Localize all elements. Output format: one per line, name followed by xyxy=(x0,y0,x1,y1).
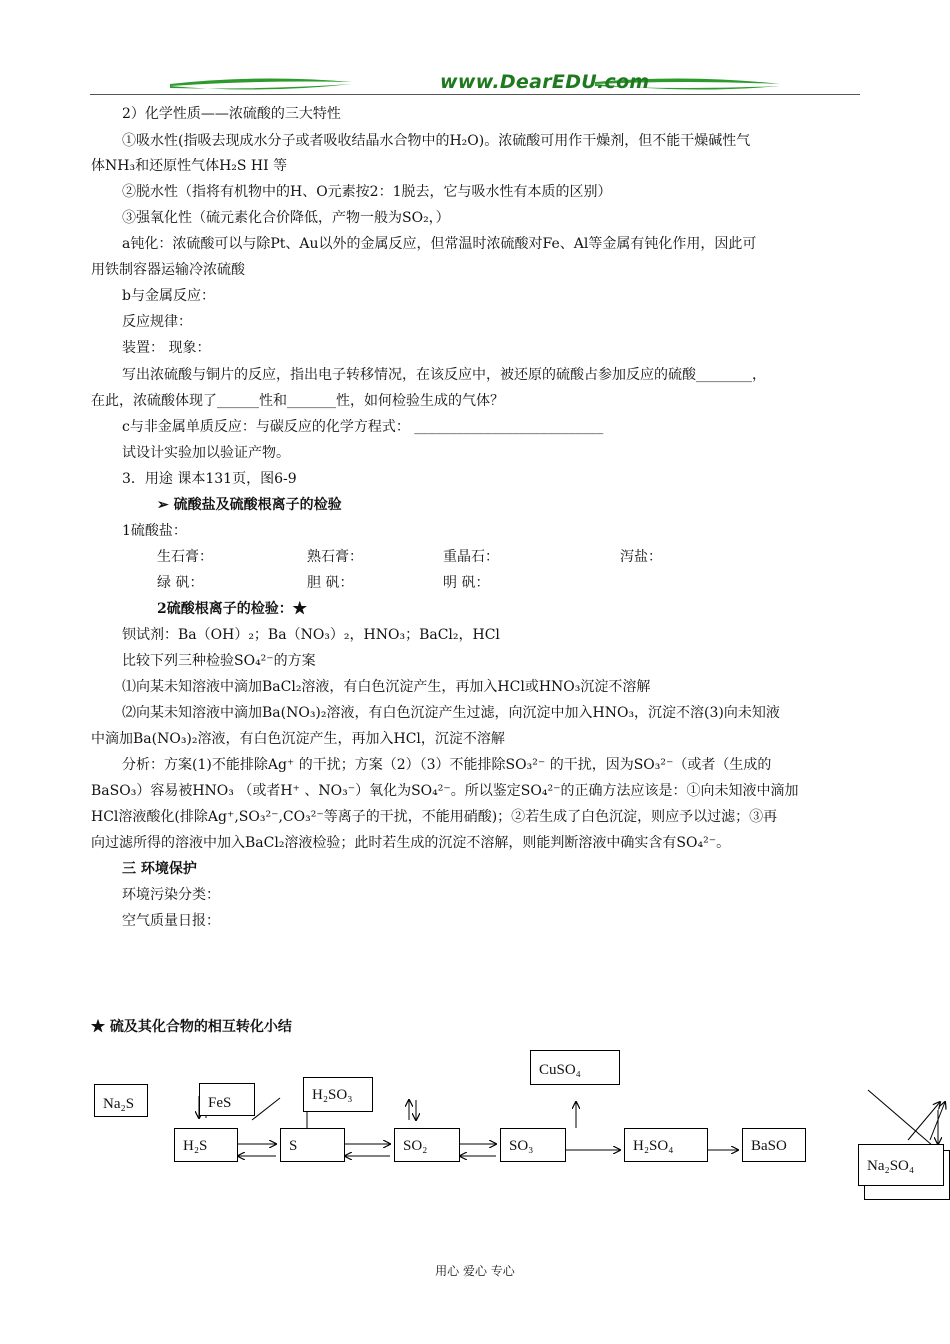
page-header xyxy=(90,70,860,100)
compound-h2so3: H₂SO₃ xyxy=(303,1077,373,1112)
compound-cuso4: CuSO₄ xyxy=(530,1050,620,1085)
text-line: 用铁制容器运输冷浓硫酸 xyxy=(91,262,245,278)
text-line: ②脱水性（指将有机物中的H、O元素按2：1脱去，它与吸水性有本质的区别） xyxy=(122,184,612,200)
text-line: 中滴加Ba(NO₃)₂溶液，有白色沉淀产生，再加入HCl，沉淀不溶解 xyxy=(91,731,505,747)
compound-so3: SO₃ xyxy=(500,1128,566,1162)
text-line: 装置： 现象： xyxy=(122,340,211,356)
section-heading: 2硫酸根离子的检验：★ xyxy=(157,601,307,617)
compound-na2s: Na₂S xyxy=(94,1084,148,1117)
header-rule xyxy=(90,94,860,95)
salt-label: 绿 矾： xyxy=(157,575,204,591)
diagram-title: ★ 硫及其化合物的相互转化小结 xyxy=(91,1019,292,1035)
arrow-diagonal xyxy=(908,1102,940,1140)
compound-na2so4: Na₂SO₄ xyxy=(858,1144,944,1186)
text-line: HCl溶液酸化(排除Ag⁺,SO₃²⁻,CO₃²⁻等离子的干扰，不能用硝酸)；②若生成了白色沉淀，则应予以过滤；③再 xyxy=(91,809,778,825)
salt-label: 熟石膏： xyxy=(307,549,363,565)
text-line: ⑴向某未知溶液中滴加BaCl₂溶液，有白色沉淀产生，再加入HCl或HNO₃沉淀不溶解 xyxy=(122,679,651,695)
text-line: 向过滤所得的溶液中加入BaCl₂溶液检验；此时若生成的沉淀不溶解，则能判断溶液中确实含有SO₄²⁻。 xyxy=(91,835,731,851)
text-line: 1硫酸盐： xyxy=(122,523,187,539)
text-line: 在此，浓硫酸体现了______性和_______性，如何检验生成的气体？ xyxy=(91,393,504,409)
arrow-diagonal xyxy=(868,1090,940,1152)
text-line: ③强氧化性（硫元素化合价降低，产物一般为SO₂，） xyxy=(122,210,450,226)
compound-fes: FeS xyxy=(199,1083,255,1116)
text-line: 写出浓硫酸与铜片的反应，指出电子转移情况，在该反应中，被还原的硫酸占参加反应的硫酸________， xyxy=(122,367,766,383)
text-line: ⑵向某未知溶液中滴加Ba(NO₃)₂溶液，有白色沉淀产生过滤，向沉淀中加入HNO₃，沉淀不溶(3)向未知液 xyxy=(122,705,780,721)
text-line: 空气质量日报： xyxy=(122,913,220,929)
text-line: 体NH₃和还原性气体H₂S HI 等 xyxy=(91,158,288,174)
compound-so2: SO₂ xyxy=(394,1128,460,1162)
compound-s: S xyxy=(280,1128,345,1162)
text-line: 反应规律： xyxy=(122,314,192,330)
text-line: 分析：方案(1)不能排除Ag⁺ 的干扰；方案（2）（3）不能排除SO₃²⁻ 的干扰，因为SO₃²⁻（或者（生成的 xyxy=(122,757,772,773)
salt-label: 泻盐： xyxy=(620,549,662,565)
salt-label: 重晶石： xyxy=(443,549,499,565)
text-line: c与非金属单质反应：与碳反应的化学方程式： ___________________________ xyxy=(122,419,604,435)
text-line: 2）化学性质——浓硫酸的三大特性 xyxy=(122,106,341,122)
text-line: ①吸水性(指吸去现成水分子或者吸收结晶水合物中的H₂O)。浓硫酸可用作干燥剂，但不能干燥碱性气 xyxy=(122,133,751,149)
text-line: a钝化：浓硫酸可以与除Pt、Au以外的金属反应，但常温时浓硫酸对Fe、Al等金属有钝化作用，因此可 xyxy=(122,236,757,252)
text-line: 比较下列三种检验SO₄²⁻的方案 xyxy=(122,653,316,669)
compound-h2s: H₂S xyxy=(174,1128,238,1162)
text-line: 试设计实验加以验证产物。 xyxy=(122,445,290,461)
text-line: BaSO₃）容易被HNO₃ （或者H⁺ 、NO₃⁻）氧化为SO₄²⁻。所以鉴定SO₄²⁻的正确方法应该是：①向未知液中滴加 xyxy=(91,783,799,799)
salt-label: 胆 矾： xyxy=(307,575,354,591)
section-heading: ➢ 硫酸盐及硫酸根离子的检验 xyxy=(157,497,342,513)
salt-label: 明 矾： xyxy=(443,575,490,591)
page-footer: 用心 爱心 专心 xyxy=(435,1264,515,1278)
compound-h2so4: H₂SO₄ xyxy=(624,1128,708,1162)
text-line: 3．用途 课本131页，图6-9 xyxy=(122,471,297,487)
salt-label: 生石膏： xyxy=(157,549,213,565)
conversion-arrows xyxy=(0,1040,950,1280)
text-line: b与金属反应： xyxy=(122,288,215,304)
text-line: 环境污染分类： xyxy=(122,887,220,903)
text-line: 钡试剂：Ba（OH）₂；Ba（NO₃）₂，HNO₃；BaCl₂，HCl xyxy=(122,627,500,643)
compound-baso: BaSO xyxy=(742,1128,806,1162)
section-heading: 三 环境保护 xyxy=(122,861,197,877)
arrow-diagonal xyxy=(252,1098,280,1120)
header-site-logo: www.DearEDU.com xyxy=(440,71,650,93)
